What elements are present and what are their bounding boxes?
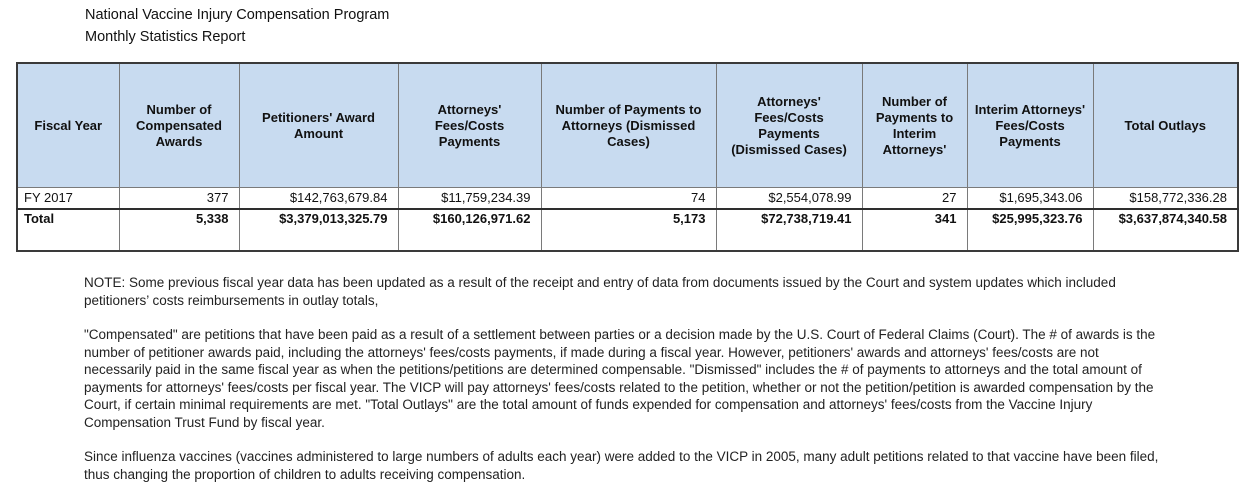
fy2017-petitioners-award-amount: $142,763,679.84	[239, 188, 398, 210]
notes-section	[84, 274, 1160, 489]
column-header-total-outlays: Total Outlays	[1093, 63, 1238, 188]
column-header-compensated-awards: Number of Compensated Awards	[119, 63, 239, 188]
column-header-attorneys-fees-payments: Attorneys' Fees/Costs Payments	[398, 63, 541, 188]
column-header-petitioners-award-amount: Petitioners' Award Amount	[239, 63, 398, 188]
column-header-payments-dismissed-cases: Number of Payments to Attorneys (Dismissed Cases)	[541, 63, 716, 188]
fy2017-attorneys-fees-payments: $11,759,234.39	[398, 188, 541, 210]
fy2017-payments-interim-attorneys: 27	[862, 188, 967, 210]
table-header-row	[17, 63, 1238, 188]
column-header-interim-fees-payments: Interim Attorneys' Fees/Costs Payments	[967, 63, 1093, 188]
fy2017-fees-dismissed-cases: $2,554,078.99	[716, 188, 862, 210]
fy2017-compensated-awards: 377	[119, 188, 239, 210]
note-paragraph-update: NOTE: Some previous fiscal year data has been updated as a result of the receipt and entry of data from documents issued by the Court and system updates which included petitioners’ costs reimbursements in outlay totals,	[84, 275, 1116, 308]
total-fees-dismissed-cases: $72,738,719.41	[716, 209, 862, 251]
fy2017-total-outlays: $158,772,336.28	[1093, 188, 1238, 210]
note-paragraph-definitions: "Compensated" are petitions that have been paid as a result of a settlement between parties or a decision made by the U.S. Court of Federal Claims (Court). The # of awards is the number of petitioner awards paid, including the attorneys' fees/costs payments, if made during a fiscal year. However, petitioners' awards and attorneys' fees/costs are not necessarily paid in the same fiscal year as when the petitions/petitions are determined compensable. "Dismissed" includes the # of payments to attorneys and the total amount of payments for attorneys' fees/costs per fiscal year. The VICP will pay attorneys' fees/costs related to the petition, whether or not the petition/petition is awarded compensation by the Court, if certain minimal requirements are met. "Total Outlays" are the total amount of funds expended for compensation and attorneys' fees/costs from the Vaccine Injury Compensation Trust Fund by fiscal year.	[84, 327, 1156, 430]
report-subtitle: Monthly Statistics Report	[85, 29, 246, 45]
total-label: Total	[17, 209, 119, 251]
report-title-block	[85, 4, 389, 48]
total-interim-fees-payments: $25,995,323.76	[967, 209, 1093, 251]
fy2017-interim-fees-payments: $1,695,343.06	[967, 188, 1093, 210]
fy2017-fiscal-year: FY 2017	[17, 188, 119, 210]
table-row-total	[17, 209, 1238, 251]
table-row-fy2017	[17, 188, 1238, 210]
statistics-table	[16, 62, 1239, 252]
column-header-fiscal-year: Fiscal Year	[17, 63, 119, 188]
column-header-fees-dismissed-cases: Attorneys' Fees/Costs Payments (Dismissed Cases)	[716, 63, 862, 188]
fy2017-payments-dismissed-cases: 74	[541, 188, 716, 210]
column-header-payments-interim-attorneys: Number of Payments to Interim Attorneys'	[862, 63, 967, 188]
report-title: National Vaccine Injury Compensation Program	[85, 7, 390, 23]
total-payments-interim-attorneys: 341	[862, 209, 967, 251]
total-petitioners-award-amount: $3,379,013,325.79	[239, 209, 398, 251]
note-paragraph-influenza: Since influenza vaccines (vaccines administered to large numbers of adults each year) were added to the VICP in 2005, many adult petitions related to that vaccine have been filed, thus changing the proportion of children to adults receiving compensation.	[84, 449, 1159, 482]
total-total-outlays: $3,637,874,340.58	[1093, 209, 1238, 251]
total-compensated-awards: 5,338	[119, 209, 239, 251]
total-attorneys-fees-payments: $160,126,971.62	[398, 209, 541, 251]
total-payments-dismissed-cases: 5,173	[541, 209, 716, 251]
